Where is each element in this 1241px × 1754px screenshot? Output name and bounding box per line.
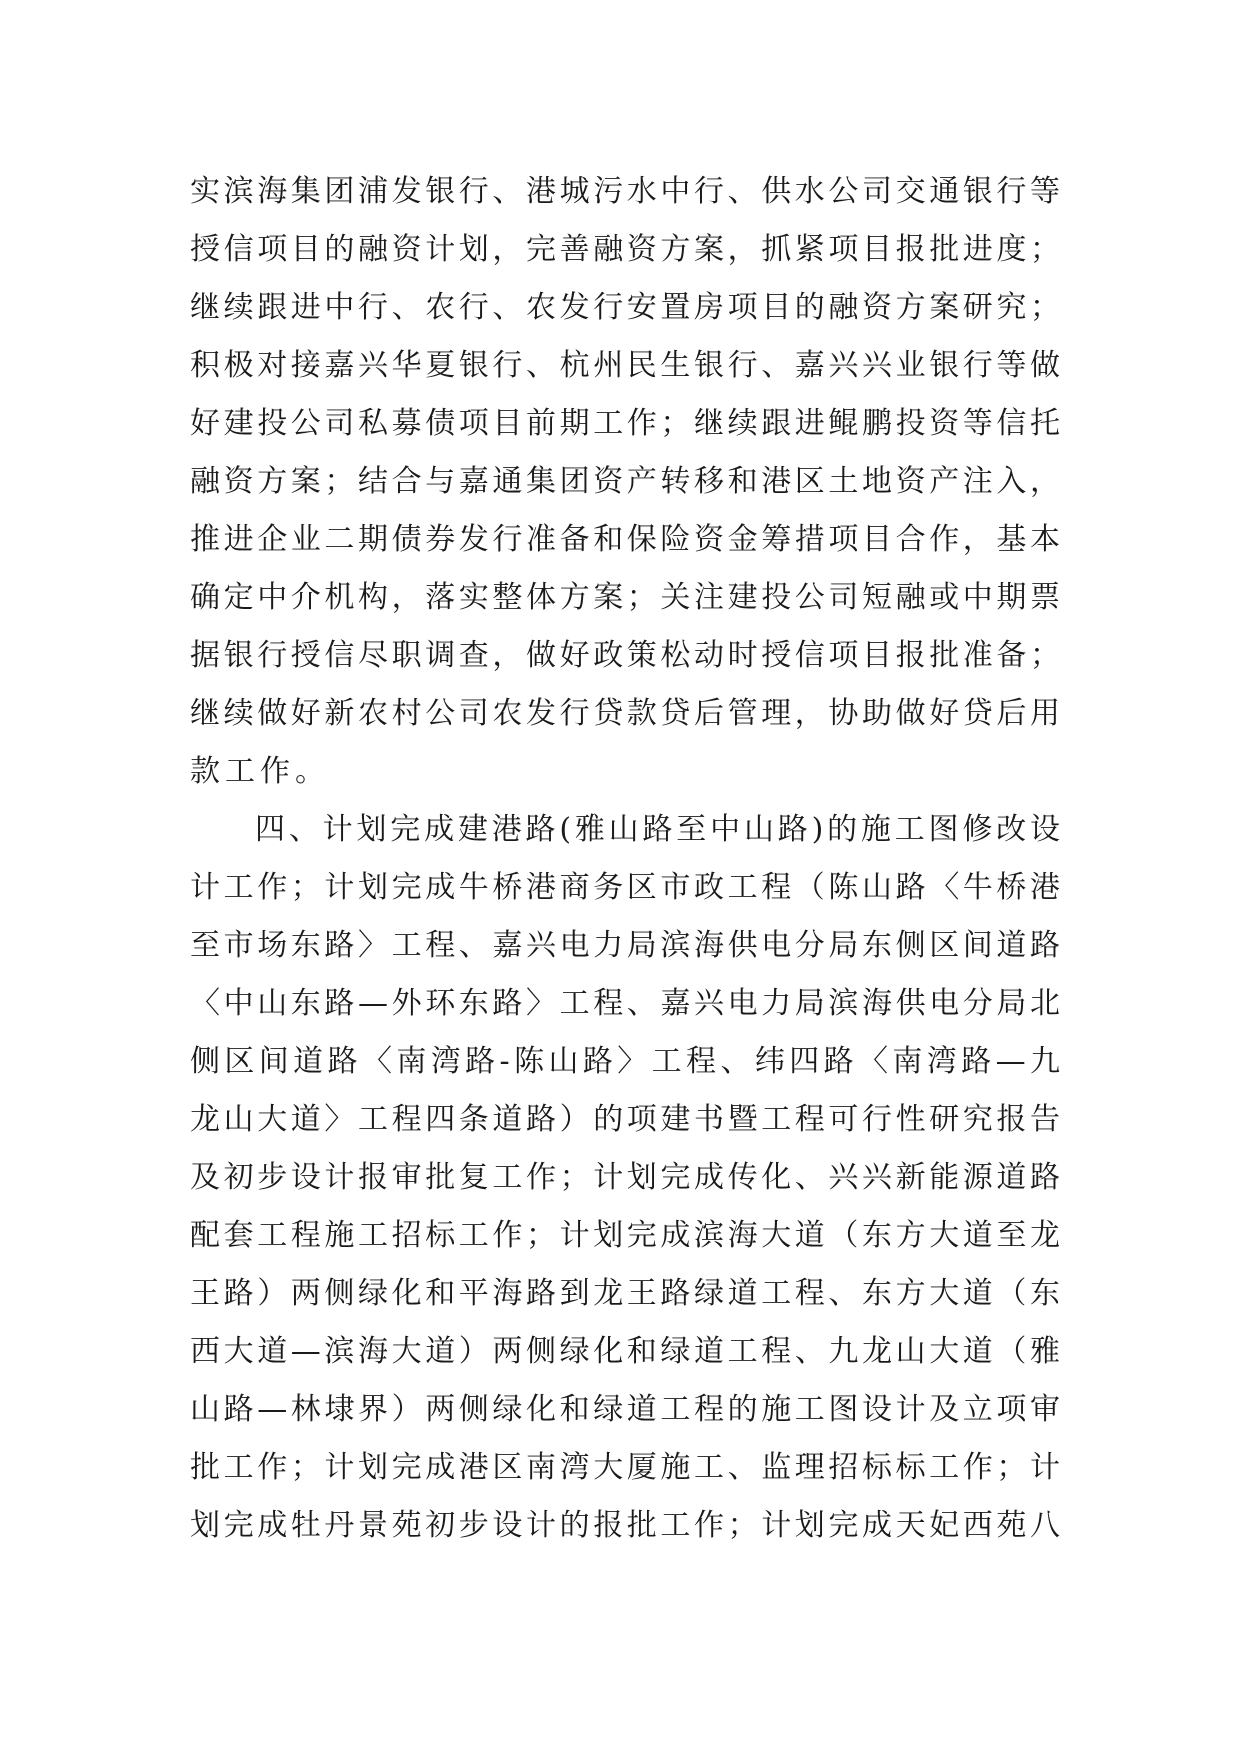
text-line: 批工作；计划完成港区南湾大厦施工、监理招标标工作；计: [190, 1450, 1060, 1485]
text-line: 确定中介机构，落实整体方案；关注建投公司短融或中期票: [190, 580, 1060, 615]
text-line: 〈中山东路—外环东路〉工程、嘉兴电力局滨海供电分局北: [190, 986, 1060, 1021]
text-line: 侧区间道路〈南湾路-陈山路〉工程、纬四路〈南湾路—九: [190, 1044, 1060, 1079]
text-line: 划完成牡丹景苑初步设计的报批工作；计划完成天妃西苑八: [190, 1508, 1060, 1543]
text-line: 山路—林埭界）两侧绿化和绿道工程的施工图设计及立项审: [190, 1392, 1060, 1427]
text-line: 好建投公司私募债项目前期工作；继续跟进鲲鹏投资等信托: [190, 406, 1060, 441]
text-line: 推进企业二期债券发行准备和保险资金筹措项目合作，基本: [190, 522, 1060, 557]
text-line: 计工作；计划完成牛桥港商务区市政工程（陈山路〈牛桥港: [190, 870, 1060, 905]
text-line: 款工作。: [190, 754, 330, 789]
text-line: 配套工程施工招标工作；计划完成滨海大道（东方大道至龙: [190, 1218, 1060, 1253]
text-line: 融资方案；结合与嘉通集团资产转移和港区土地资产注入，: [190, 464, 1060, 499]
text-line: 西大道—滨海大道）两侧绿化和绿道工程、九龙山大道（雅: [190, 1334, 1060, 1369]
text-line: 积极对接嘉兴华夏银行、杭州民生银行、嘉兴兴业银行等做: [190, 348, 1060, 383]
text-line: 据银行授信尽职调查，做好政策松动时授信项目报批准备；: [190, 638, 1060, 673]
text-line: 实滨海集团浦发银行、港城污水中行、供水公司交通银行等: [190, 174, 1060, 209]
text-line: 继续跟进中行、农行、农发行安置房项目的融资方案研究；: [190, 290, 1060, 325]
text-line: 龙山大道〉工程四条道路）的项建书暨工程可行性研究报告: [190, 1102, 1060, 1137]
text-line: 王路）两侧绿化和平海路到龙王路绿道工程、东方大道（东: [190, 1276, 1060, 1311]
text-line: 及初步设计报审批复工作；计划完成传化、兴兴新能源道路: [190, 1160, 1060, 1195]
body-text: [190, 163, 1060, 1555]
text-line: 继续做好新农村公司农发行贷款贷后管理，协助做好贷后用: [190, 696, 1060, 731]
paragraph-start-line: 四、计划完成建港路(雅山路至中山路)的施工图修改设: [255, 812, 1060, 847]
text-line: 授信项目的融资计划，完善融资方案，抓紧项目报批进度；: [190, 232, 1060, 267]
text-line: 至市场东路〉工程、嘉兴电力局滨海供电分局东侧区间道路: [190, 928, 1060, 963]
